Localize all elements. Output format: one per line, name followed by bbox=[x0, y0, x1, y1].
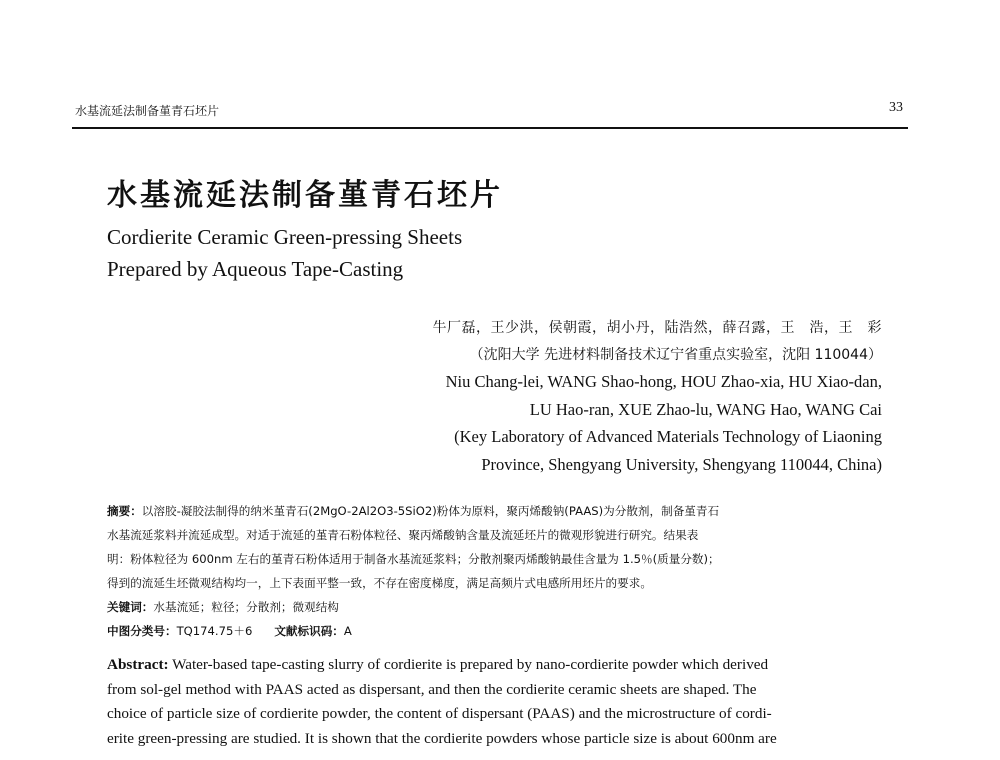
abstract-zh-line3: 明：粉体粒径为 600nm 左右的堇青石粉体适用于制备水基流延浆料；分散剂聚丙烯酸钠最佳含量为 1.5％(质量分数)； bbox=[107, 552, 720, 566]
abstract-en-line3: choice of particle size of cordierite powder, the content of dispersant (PAAS) and the microstructure of cordi- bbox=[107, 705, 772, 722]
abstract-en-line2: from sol-gel method with PAAS acted as dispersant, and then the cordierite ceramic sheets are shaped. The bbox=[107, 681, 757, 698]
abstract-zh-label: 摘要： bbox=[107, 504, 142, 518]
abstract-en-line1 bbox=[107, 655, 768, 675]
affiliation-en-line2: Province, Shengyang University, Shengyang 110044, China) bbox=[481, 455, 882, 474]
header-rule bbox=[72, 127, 908, 129]
abstract-en-line4: erite green-pressing are studied. It is shown that the cordierite powders whose particle size is about 600nm are bbox=[107, 730, 777, 747]
keywords-label: 关键词： bbox=[107, 600, 154, 614]
abstract-zh-text: 以溶胶-凝胶法制得的纳米堇青石(2MgO-2Al2O3-5SiO2)粉体为原料，聚丙烯酸钠(PAAS)为分散剂，制备堇青石 bbox=[141, 504, 720, 518]
clc-label: 中图分类号： bbox=[107, 624, 177, 638]
affiliation-zh: （沈阳大学 先进材料制备技术辽宁省重点实验室，沈阳 110044） bbox=[469, 347, 882, 363]
running-head-title: 水基流延法制备堇青石坯片 bbox=[75, 104, 220, 118]
affiliation-en-line1: (Key Laboratory of Advanced Materials Technology of Liaoning bbox=[454, 427, 882, 446]
authors-en-line2: LU Hao-ran, XUE Zhao-lu, WANG Hao, WANG Cai bbox=[529, 400, 882, 419]
doc-code-value: A bbox=[343, 624, 352, 638]
page-number: 33 bbox=[889, 100, 903, 115]
abstract-zh-line1 bbox=[107, 502, 719, 520]
keywords bbox=[107, 598, 339, 616]
authors-zh: 牛厂磊，王少洪，侯朝霞，胡小丹，陆浩然，薛召露，王 浩，王 彩 bbox=[432, 320, 882, 336]
article-title-zh: 水基流延法制备堇青石坯片 bbox=[107, 178, 503, 213]
abstract-zh-line2: 水基流延浆料并流延成型。对适于流延的堇青石粉体粒径、聚丙烯酸钠含量及流延坯片的微观形貌进行研究。结果表 bbox=[107, 528, 699, 542]
running-head bbox=[75, 98, 905, 122]
authors-en-line1: Niu Chang-lei, WANG Shao-hong, HOU Zhao-xia, HU Xiao-dan, bbox=[445, 372, 882, 391]
keywords-text: 水基流延；粒径；分散剂；微观结构 bbox=[153, 600, 339, 614]
abstract-en-label: Abstract: bbox=[107, 656, 169, 673]
article-title-en-line1: Cordierite Ceramic Green-pressing Sheets bbox=[107, 225, 463, 249]
doc-code-label: 文献标识码： bbox=[274, 624, 344, 638]
classification bbox=[107, 622, 352, 640]
abstract-zh-line4: 得到的流延生坯微观结构均一，上下表面平整一致，不存在密度梯度，满足高频片式电感所用坯片的要求。 bbox=[107, 576, 652, 590]
clc-value: TQ174.75＋6 bbox=[176, 624, 253, 638]
article-title-en-line2: Prepared by Aqueous Tape-Casting bbox=[107, 257, 404, 281]
abstract-en-text: Water-based tape-casting slurry of cordierite is prepared by nano-cordierite powder which derived bbox=[172, 656, 769, 673]
